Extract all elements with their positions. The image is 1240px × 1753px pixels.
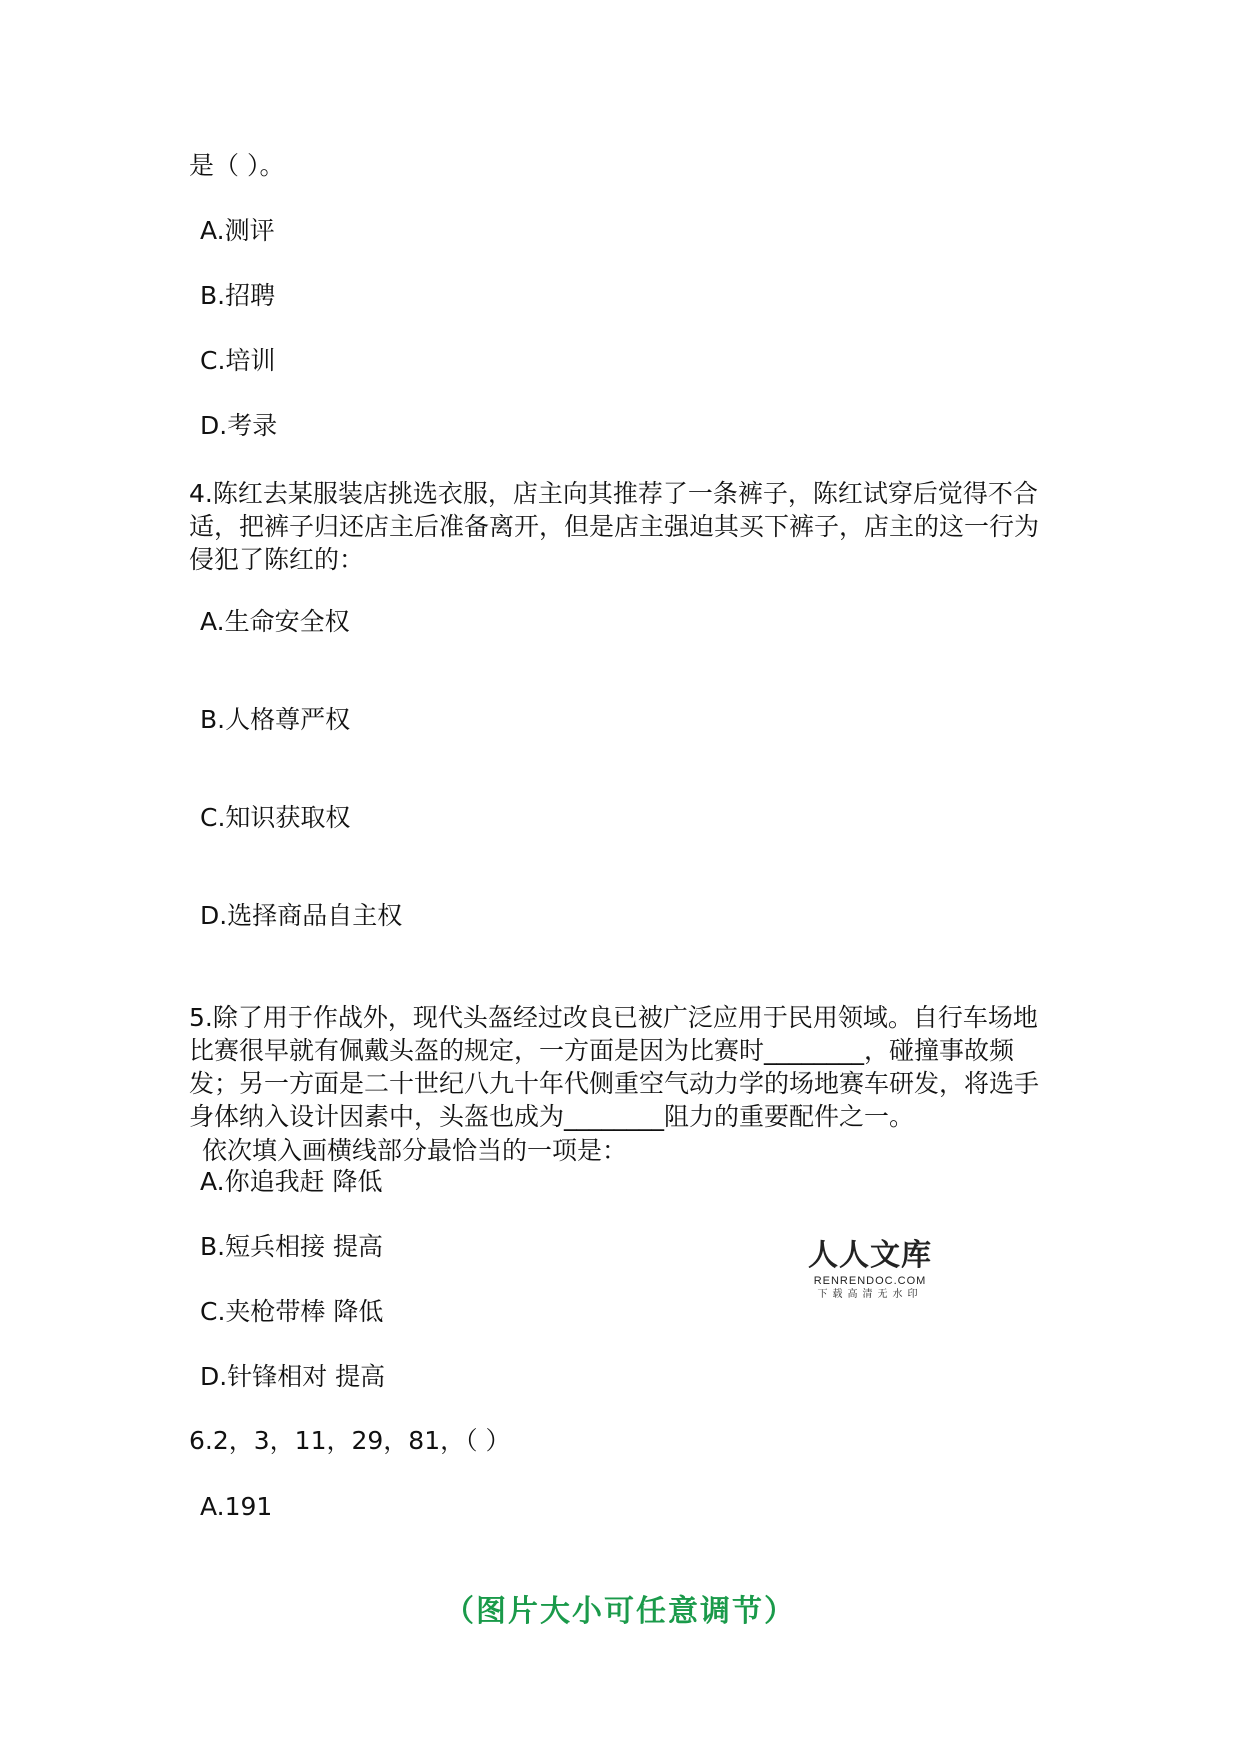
q6-option-a: A.191 — [200, 1492, 273, 1521]
watermark-title: 人人文库 — [808, 1238, 932, 1273]
q5-stem-line-4: 身体纳入设计因素中，头盔也成为________阻力的重要配件之一。 — [189, 1102, 915, 1131]
q3-option-c: C.培训 — [200, 346, 276, 375]
q5-option-c: C.夹枪带棒 降低 — [200, 1297, 384, 1326]
q3-stem-tail: 是（ ）。 — [189, 151, 285, 180]
q4-option-c: C.知识获取权 — [200, 803, 351, 832]
resize-caption: （图片大小可任意调节） — [444, 1594, 796, 1629]
q3-option-a: A.测评 — [200, 216, 275, 245]
q5-prompt: 依次填入画横线部分最恰当的一项是： — [202, 1136, 628, 1165]
q4-stem-line-3: 侵犯了陈红的： — [189, 545, 365, 574]
watermark-url: RENRENDOC.COM — [813, 1275, 927, 1287]
q3-option-b: B.招聘 — [200, 281, 276, 310]
q5-option-a: A.你追我赶 降低 — [200, 1167, 383, 1196]
q5-stem-line-1: 5.除了用于作战外，现代头盔经过改良已被广泛应用于民用领域。自行车场地 — [189, 1003, 1038, 1032]
q4-option-b: B.人格尊严权 — [200, 705, 351, 734]
q5-stem-line-3: 发；另一方面是二十世纪八九十年代侧重空气动力学的场地赛车研发，将选手 — [189, 1069, 1040, 1098]
q4-stem-line-2: 适，把裤子归还店主后准备离开，但是店主强迫其买下裤子，店主的这一行为 — [189, 512, 1040, 541]
q4-option-d: D.选择商品自主权 — [200, 901, 403, 930]
watermark-tagline: 下载高清无水印 — [817, 1289, 923, 1300]
q4-stem-line-1: 4.陈红去某服装店挑选衣服，店主向其推荐了一条裤子，陈红试穿后觉得不合 — [189, 479, 1038, 508]
q6-stem: 6.2，3，11，29，81，（ ） — [189, 1426, 511, 1455]
watermark-logo — [800, 1238, 940, 1302]
q4-option-a: A.生命安全权 — [200, 607, 350, 636]
q5-option-b: B.短兵相接 提高 — [200, 1232, 384, 1261]
q5-stem-line-2: 比赛很早就有佩戴头盔的规定，一方面是因为比赛时________，碰撞事故频 — [189, 1036, 1015, 1065]
q5-option-d: D.针锋相对 提高 — [200, 1362, 386, 1391]
q3-option-d: D.考录 — [200, 411, 278, 440]
